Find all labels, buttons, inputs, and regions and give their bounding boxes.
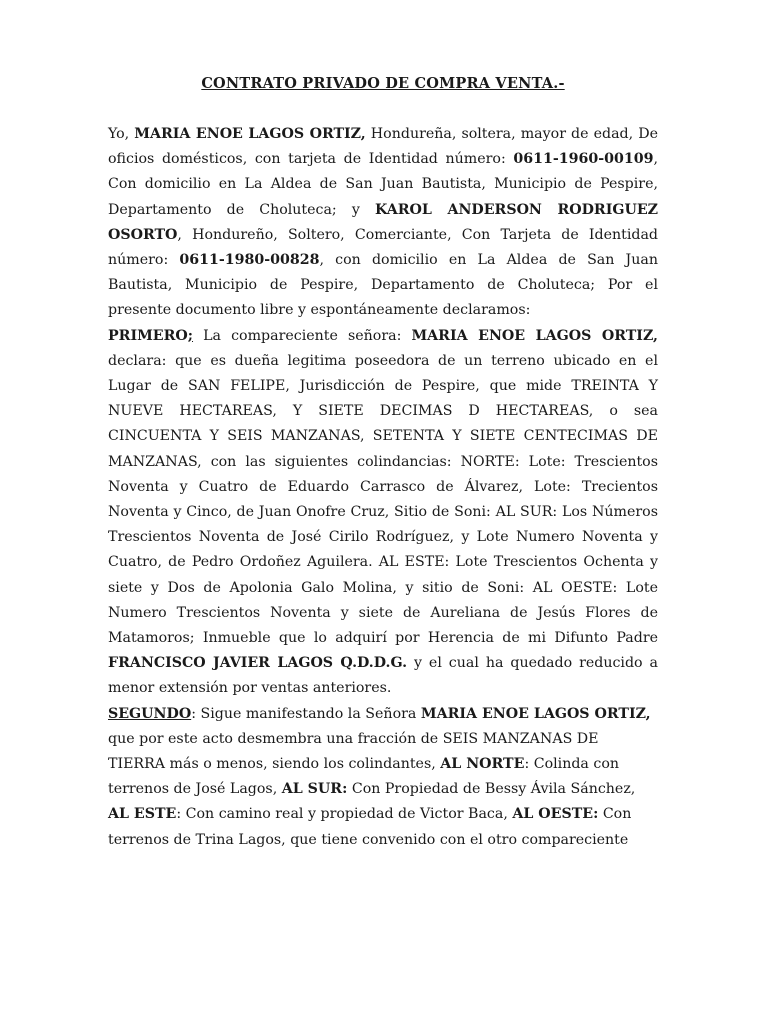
segundo-text-4: Con Propiedad de Bessy Ávila Sánchez, [347,781,636,798]
intro-text-3: , Con domicilio en La Aldea de San Juan Bautista, Municipio de Pespire, Departamento de Choluteca; y [108,151,658,218]
primero-text-1: La compareciente señora: [193,327,412,344]
segundo-seller-name: MARIA ENOE LAGOS ORTIZ, [420,705,651,722]
primero-text-2: declara: que es dueña legitima poseedora de un terreno ubicado en el Lugar de SAN FELIPE, Jurisdicción de Pespire, que mide TREINTA Y NUEVE HECTAREAS, Y SIETE DECIMAS D HECTAREAS, o sea CINCUENTA Y SEIS MANZANAS, SETENTA Y SIETE CENTECIMAS DE MANZANAS, con las siguientes colindancias: NORTE: Lote: Trescientos Noventa y Cuatro de Eduardo Carrasco de Álvarez, Lote: Trecientos Noventa y Cinco, de Juan Onofre Cruz, Sitio de Soni: AL SUR: Los Números Trescientos Noventa de José Cirilo Rodríguez, y Lote Numero Noventa y Cuatro, de Pedro Ordoñez Aguilera. AL ESTE: Lote Trescientos Ochenta y siete y Dos de Apolonia Galo Molina, y sitio de Soni: AL OESTE: Lote Numero Trescientos Noventa y siete de Aureliana de Jesús Flores de Matamoros; Inmueble que lo adquirí por Herencia de mi Difunto Padre [108,352,658,647]
primero-paragraph [108,324,658,702]
contract-title: CONTRATO PRIVADO DE COMPRA VENTA.- [201,75,565,92]
segundo-text-2: que por este acto desmembra una fracción de SEIS MANZANAS DE TIERRA más o menos, siendo los colindantes, [108,730,599,773]
intro-text-1: Yo, [108,126,135,142]
buyer-id-number: 0611-1980-00828 [179,252,320,269]
primero-text-3: y el cual ha quedado reducido a menor extensión por ventas anteriores. [108,655,658,697]
segundo-heading-label: SEGUNDO [108,705,192,722]
primero-heading-label: PRIMERO [108,327,188,344]
father-name: FRANCISCO JAVIER LAGOS Q.D.D.G. [108,655,408,672]
intro-text-2: Hondureña, soltera, mayor de edad, De oficios domésticos, con tarjeta de Identidad número: [108,126,658,168]
segundo-text-5: : Con camino real y propiedad de Victor Baca, [176,806,513,823]
intro-text-4: , Hondureño, Soltero, Comerciante, Con Tarjeta de Identidad número: [108,226,658,269]
intro-text-5: , con domicilio en La Aldea de San Juan Bautista, Municipio de Pespire, Departamento de Choluteca; Por el presente documento libre y espontáneamente declaramos: [108,252,658,319]
boundary-south-label: AL SUR: [281,781,348,798]
boundary-east-label: AL ESTE [108,806,177,823]
intro-paragraph [108,122,658,324]
segundo-text-1: : Sigue manifestando la Señora [191,705,421,722]
boundary-north-label: AL NORTE [440,756,525,773]
segundo-paragraph [108,702,658,853]
seller-id-number: 0611-1960-00109 [513,151,654,168]
segundo-text-3: : Colinda con terrenos de José Lagos, [108,756,620,798]
primero-heading [108,328,193,344]
document-page [108,72,658,853]
primero-heading-colon: ; [187,327,194,344]
segundo-text-6: Con terrenos de Trina Lagos, que tiene convenido con el otro compareciente [108,806,632,848]
seller-name: MARIA ENOE LAGOS ORTIZ, [134,126,366,142]
primero-seller-name: MARIA ENOE LAGOS ORTIZ, [411,327,658,344]
segundo-heading [108,706,191,722]
buyer-name: KAROL ANDERSON RODRIGUEZ OSORTO [108,201,659,243]
boundary-west-label: AL OESTE: [512,806,599,823]
